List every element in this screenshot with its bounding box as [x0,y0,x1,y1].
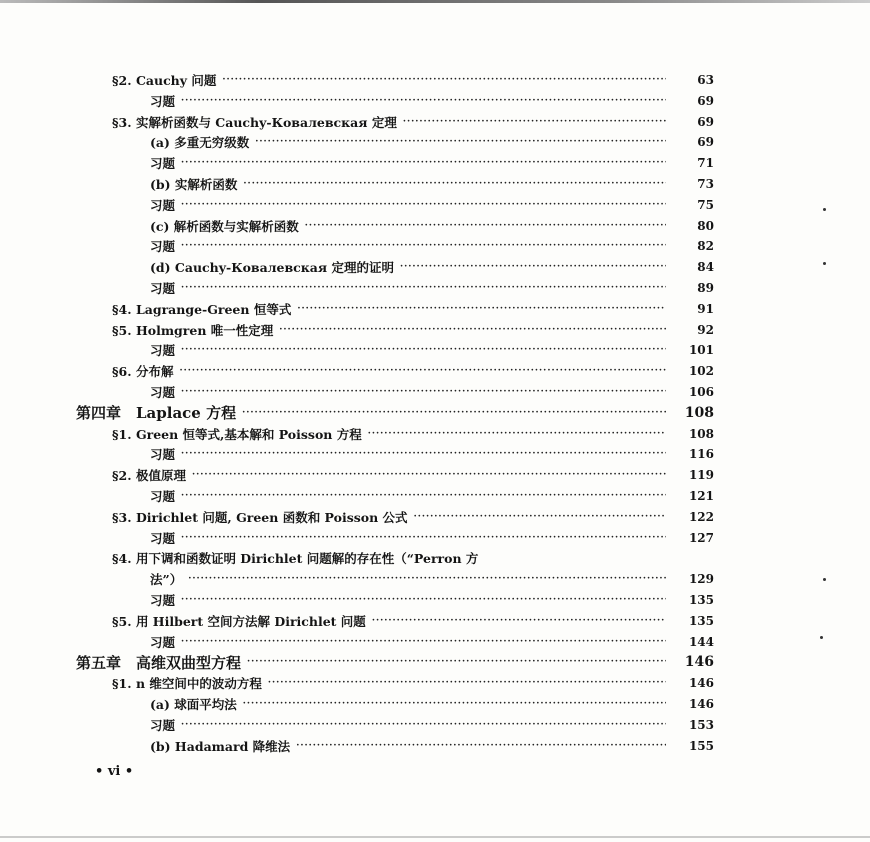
toc-page-number: 129 [688,572,714,587]
toc-page-number: 75 [697,197,714,212]
toc-page-number: 73 [697,177,714,191]
toc-page-number: 146 [688,697,714,711]
toc-section [112,70,714,90]
scan-speck [823,208,826,211]
scan-edge-top [0,0,870,3]
toc-entry-title: §6. 分布解 [112,364,174,380]
toc-entry-title: (b) 实解析函数 [150,177,238,192]
toc-section [112,112,714,132]
toc-page-number: 121 [688,489,714,503]
toc-page-number: 144 [688,634,714,649]
toc-subsection [150,632,714,652]
toc-page-number: 135 [688,613,714,628]
toc-page-number: 119 [688,468,714,483]
leader-dots [181,533,666,543]
toc-entry-title: §1. Green 恒等式,基本解和 Poisson 方程 [112,426,362,442]
toc-subsection [150,91,714,111]
toc-page-number: 92 [697,322,714,337]
toc-subsection [150,340,714,360]
leader-dots [181,200,666,210]
leader-dots [179,366,666,376]
toc-entry-title: (a) 多重无穷级数 [150,135,250,151]
toc-subsection [150,736,714,756]
toc-page-number: 155 [688,738,714,753]
toc-section [112,507,714,527]
leader-dots [296,741,666,751]
leader-dots [181,637,666,647]
toc-subsection [150,174,714,194]
leader-dots [247,657,666,667]
toc-entry-title: §2. Cauchy 问题 [112,73,217,88]
toc-page-number: 69 [697,135,714,150]
leader-dots [372,616,666,626]
leader-dots [188,574,666,584]
toc-subsection [150,278,714,298]
toc-subsection [150,694,714,714]
toc-subsection [150,528,714,548]
toc-page-number: 89 [697,281,714,295]
toc-entry-title: §2. 极值原理 [112,468,186,484]
toc-entry-title: §4. Lagrange-Green 恒等式 [112,301,292,317]
toc-subsection [150,569,714,589]
toc-subsection [150,236,714,256]
toc-subsection [150,153,714,173]
toc-entry-title: (d) Cauchy-Ковалевская 定理的证明 [150,260,394,276]
toc-page-number: 146 [684,654,714,671]
toc-entry-title: 习题 [150,530,176,546]
toc-entry-title: 习题 [150,156,176,172]
toc-section [112,299,714,319]
toc-entry-title: 法”） [150,572,183,588]
toc-entry-title: 习题 [150,197,176,213]
leader-dots [181,595,666,605]
toc-section [112,465,714,485]
toc-entry-title: 第五章 高维双曲型方程 [76,653,242,672]
toc-subsection [150,486,714,506]
toc-entry-title: 习题 [150,634,176,650]
toc-entry-title: (a) 球面平均法 [150,697,237,712]
toc-entry-title: §3. Dirichlet 问题, Green 函数和 Poisson 公式 [112,509,408,525]
leader-dots [192,470,666,480]
leader-dots [222,75,666,85]
toc-page-number: 146 [688,676,714,691]
toc-entry-title: 习题 [150,93,176,109]
toc-chapter [76,403,714,423]
scan-speck [823,578,826,581]
leader-dots [181,720,666,730]
toc-page-number: 102 [688,364,714,379]
toc-section [112,611,714,631]
toc-subsection [150,444,714,464]
toc-entry-title: §3. 实解析函数与 Cauchy-Ковалевская 定理 [112,114,397,130]
leader-dots [181,449,666,459]
toc-subsection [150,132,714,152]
leader-dots [242,408,666,418]
leader-dots [181,345,666,355]
leader-dots [268,678,666,688]
leader-dots [181,283,666,293]
leader-dots [368,429,666,439]
toc-page-number: 122 [688,509,714,524]
page-number: • vi • [95,764,134,779]
scan-speck [820,636,823,639]
toc-page-number: 101 [688,343,714,358]
toc-page-number: 63 [697,73,714,87]
toc-page-number: 69 [697,114,714,129]
toc-page-number: 153 [688,717,714,732]
toc-entry-title: 第四章 Laplace 方程 [76,404,237,423]
leader-dots [403,117,666,127]
toc-subsection [150,382,714,402]
toc-entry-title: §5. Holmgren 唯一性定理 [112,322,274,338]
toc-entry-title: 习题 [150,239,176,255]
toc-subsection [150,715,714,735]
toc-entry-title: 习题 [150,281,176,296]
toc-page-number: 84 [697,260,714,275]
toc-page-number: 71 [697,156,714,171]
toc-page-number: 135 [688,593,714,607]
leader-dots [181,96,666,106]
toc-entry-title: 习题 [150,593,176,608]
toc-chapter [76,652,714,672]
toc-subsection [150,195,714,215]
leader-dots [243,699,666,709]
toc-page-number: 69 [697,93,714,108]
toc-page-number: 91 [697,301,714,316]
toc-page-number: 116 [688,447,714,462]
toc-entry-title: (c) 解析函数与实解析函数 [150,218,299,234]
toc-entry-title: 习题 [150,343,176,359]
leader-dots [414,512,666,522]
toc-entry-title: 习题 [150,489,176,504]
leader-dots [297,304,666,314]
toc-page-number: 80 [697,218,714,233]
toc-entry-title: §4. 用下调和函数证明 Dirichlet 问题解的存在性（“Perron 方 [112,551,479,567]
toc-page-number: 108 [688,426,714,441]
toc-page-number: 127 [688,530,714,545]
toc-subsection [150,257,714,277]
leader-dots [305,221,666,231]
scan-speck [823,262,826,265]
scan-edge-bottom [0,836,870,838]
toc-entry-title: 习题 [150,447,176,463]
toc-subsection [150,590,714,610]
leader-dots [181,491,666,501]
toc-section [112,361,714,381]
toc-entry-title: §1. n 维空间中的波动方程 [112,676,262,692]
toc-section [112,320,714,340]
leader-dots [400,262,666,272]
toc-page-number: 82 [697,239,714,254]
toc-subsection [150,216,714,236]
toc-page-number: 108 [684,404,714,421]
toc-section [112,548,714,568]
toc-entry-title: 习题 [150,717,176,733]
leader-dots [279,325,666,335]
leader-dots [181,158,666,168]
toc-page-number: 106 [688,385,714,399]
toc-section [112,673,714,693]
toc-entry-title: (b) Hadamard 降维法 [150,738,291,754]
toc-section [112,424,714,444]
leader-dots [255,137,666,147]
leader-dots [181,387,666,397]
toc-entry-title: §5. 用 Hilbert 空间方法解 Dirichlet 问题 [112,613,366,629]
leader-dots [181,241,666,251]
toc-entry-title: 习题 [150,385,176,400]
leader-dots [243,179,666,189]
